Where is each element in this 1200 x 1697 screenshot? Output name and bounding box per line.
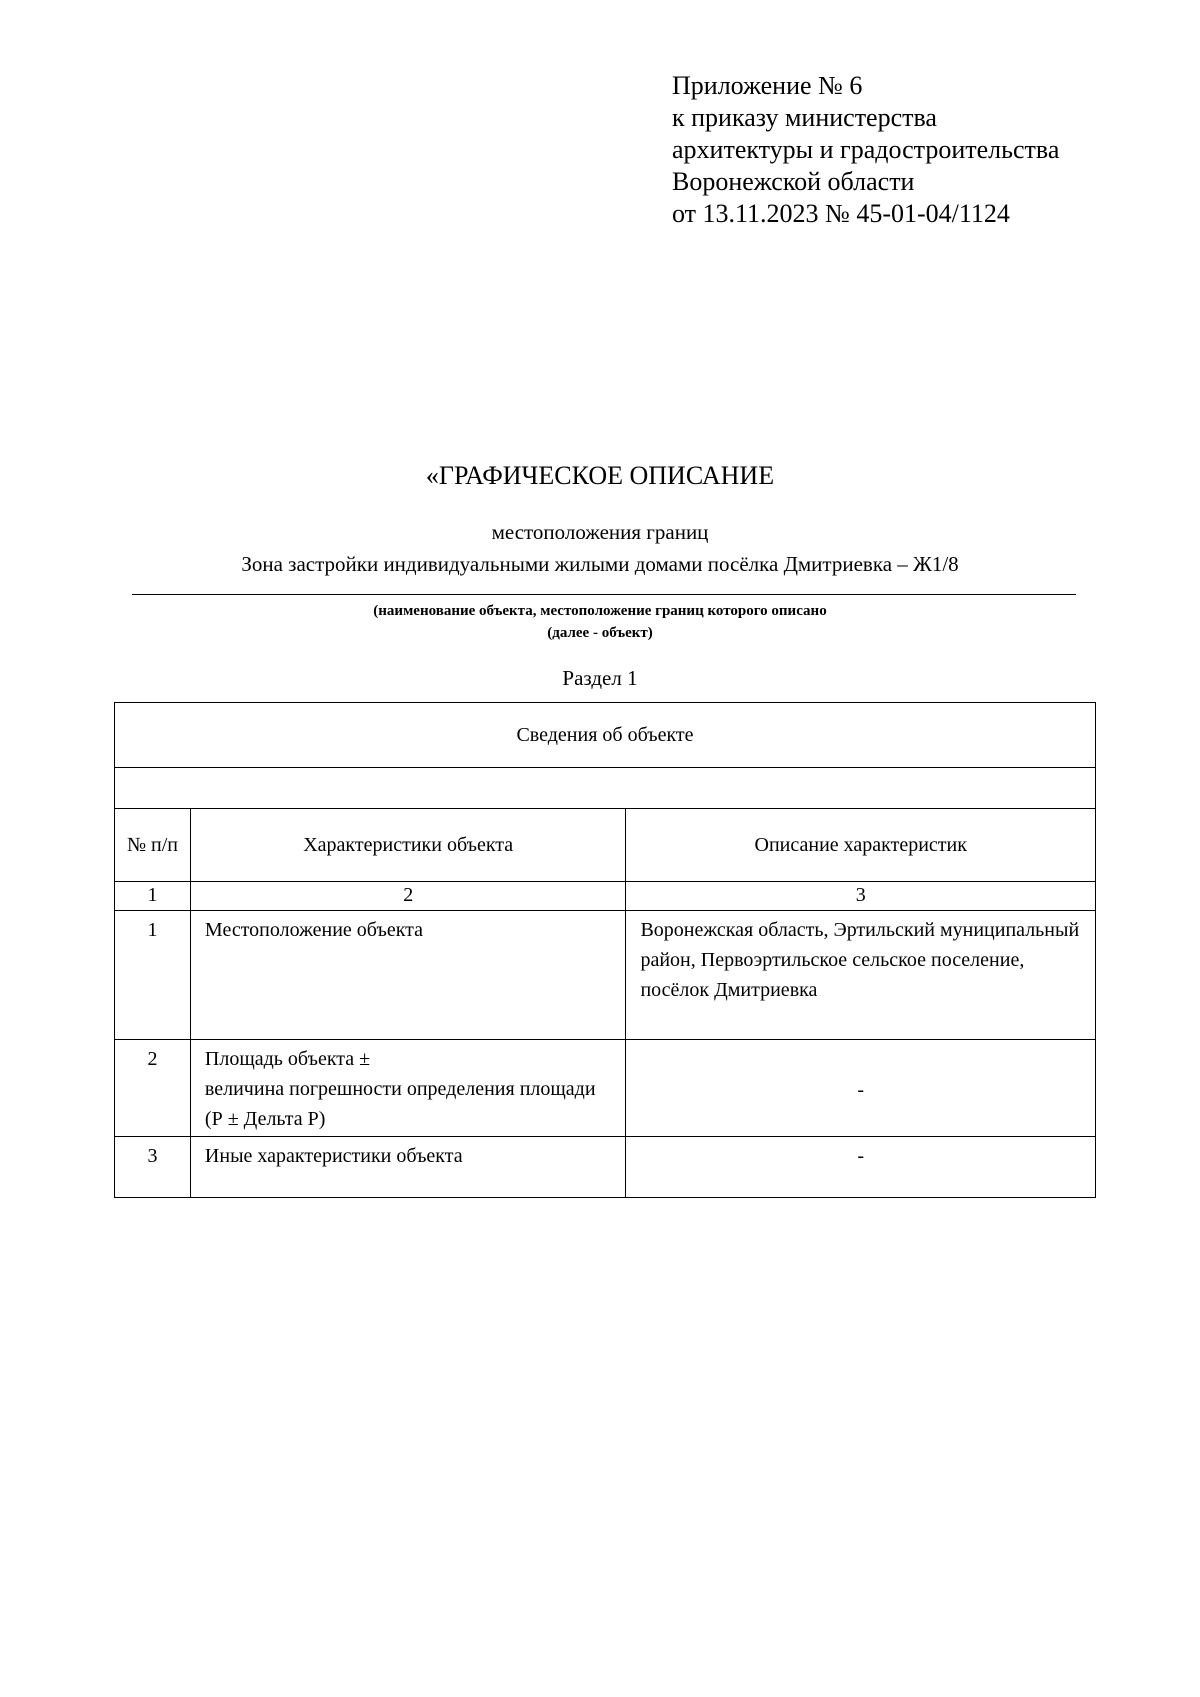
appendix-line: Приложение № 6 [672,71,863,100]
row-description: - [626,1137,1096,1198]
object-name-underline [132,594,1076,595]
column-description-header: Описание характеристик [626,809,1096,882]
object-info-table [114,702,1096,1198]
table-empty-row [115,768,1096,809]
column-index: 1 [115,882,191,911]
appendix-line: от 13.11.2023 № 45-01-04/1124 [672,199,1010,228]
table-row [115,1040,1096,1137]
appendix-line: к приказу министерства [672,103,937,132]
characteristic-line-2: величина погрешности определения площади (Р ± Дельта Р) [204,1078,596,1130]
caption-line-1: (наименование объекта, местоположение границ которого описано [373,603,827,619]
table-row [115,911,1096,1040]
section-label: Раздел 1 [562,666,638,690]
row-description: Воронежская область, Эртильский муниципальный район, Первоэртильское сельское поселение, посёлок Дмитриевка [626,911,1096,1040]
row-number: 3 [115,1137,191,1198]
row-characteristic [190,1040,626,1137]
object-name: Зона застройки индивидуальными жилыми домами посёлка Дмитриевка – Ж1/8 [241,552,959,576]
column-index: 2 [190,882,626,911]
empty-cell [115,768,1096,809]
table-row [115,1137,1096,1198]
row-characteristic: Местоположение объекта [190,911,626,1040]
object-name-caption [0,600,1200,644]
column-index-row [115,882,1096,911]
caption-line-2: (далее - объект) [547,625,653,641]
table-header: Сведения об объекте [115,703,1096,768]
document-title: «ГРАФИЧЕСКОЕ ОПИСАНИЕ [425,461,775,490]
row-description: - [626,1040,1096,1137]
appendix-line: архитектуры и градостроительства [672,135,1060,164]
column-header-row [115,809,1096,882]
document-subtitle [0,516,1200,580]
row-characteristic: Иные характеристики объекта [190,1137,626,1198]
characteristic-line-1: Площадь объекта ± [204,1048,371,1070]
column-index: 3 [626,882,1096,911]
table-header-row [115,703,1096,768]
appendix-block [672,70,1059,230]
subtitle-line-1: местоположения границ [491,520,709,544]
column-characteristics-header: Характеристики объекта [190,809,626,882]
column-number-header: № п/п [115,809,191,882]
row-number: 2 [115,1040,191,1137]
row-number: 1 [115,911,191,1040]
appendix-line: Воронежской области [672,167,915,196]
